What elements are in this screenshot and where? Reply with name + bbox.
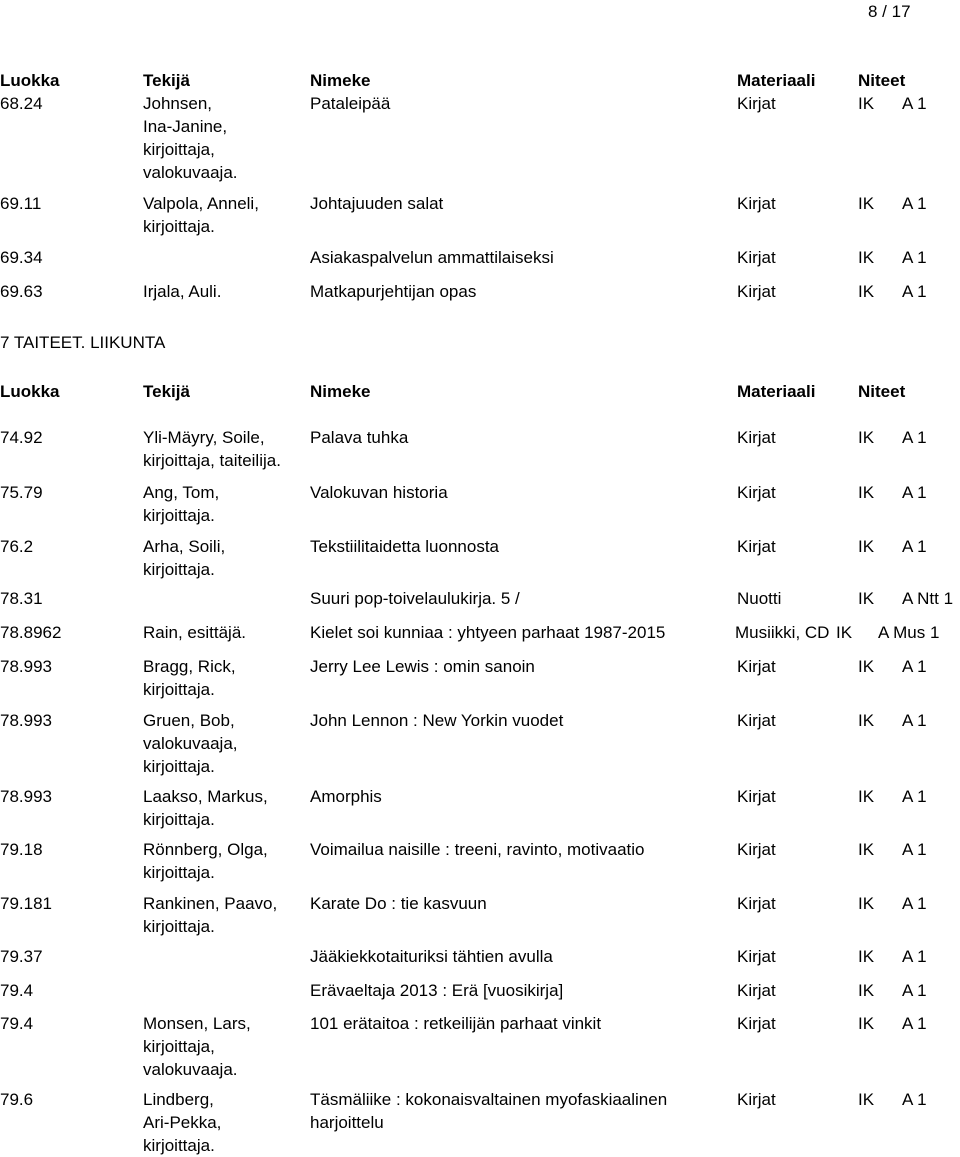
cell-materiaali: Kirjat bbox=[737, 711, 776, 730]
cell-materiaali: Kirjat bbox=[737, 894, 776, 913]
cell-tekija: kirjoittaja. bbox=[143, 560, 215, 579]
cell-ik: IK bbox=[836, 623, 853, 642]
section-title: 7 TAITEET. LIIKUNTA bbox=[0, 333, 166, 352]
cell-hylly: A 1 bbox=[902, 483, 927, 502]
header-materiaali: Materiaali bbox=[737, 382, 816, 401]
header-materiaali: Materiaali bbox=[737, 71, 816, 90]
cell-luokka: 79.4 bbox=[0, 981, 34, 1000]
cell-materiaali: Kirjat bbox=[737, 840, 776, 859]
header-tekija: Tekijä bbox=[143, 382, 190, 401]
cell-tekija: kirjoittaja. bbox=[143, 680, 215, 699]
cell-nimeke: Asiakaspalvelun ammattilaiseksi bbox=[310, 248, 554, 267]
cell-ik: IK bbox=[858, 840, 875, 859]
cell-materiaali: Kirjat bbox=[737, 483, 776, 502]
cell-hylly: A 1 bbox=[902, 657, 927, 676]
cell-luokka: 79.37 bbox=[0, 947, 43, 966]
header-tekija: Tekijä bbox=[143, 71, 190, 90]
cell-materiaali: Kirjat bbox=[737, 282, 776, 301]
cell-materiaali: Kirjat bbox=[737, 1014, 776, 1033]
cell-ik: IK bbox=[858, 947, 875, 966]
cell-ik: IK bbox=[858, 282, 875, 301]
cell-hylly: A 1 bbox=[902, 787, 927, 806]
cell-hylly: A 1 bbox=[902, 94, 927, 113]
cell-materiaali: Kirjat bbox=[737, 1090, 776, 1109]
cell-hylly: A 1 bbox=[902, 282, 927, 301]
cell-materiaali: Kirjat bbox=[737, 787, 776, 806]
cell-tekija: Arha, Soili, bbox=[143, 537, 226, 556]
cell-luokka: 78.993 bbox=[0, 787, 52, 806]
cell-ik: IK bbox=[858, 428, 875, 447]
cell-nimeke: 101 erätaitoa : retkeilijän parhaat vinkit bbox=[310, 1014, 602, 1033]
cell-hylly: A 1 bbox=[902, 947, 927, 966]
cell-luokka: 68.24 bbox=[0, 94, 43, 113]
cell-tekija: Irjala, Auli. bbox=[143, 282, 222, 301]
cell-tekija: kirjoittaja. bbox=[143, 917, 215, 936]
cell-materiaali: Kirjat bbox=[737, 428, 776, 447]
cell-nimeke: John Lennon : New Yorkin vuodet bbox=[310, 711, 564, 730]
header-luokka: Luokka bbox=[0, 71, 60, 90]
cell-nimeke: Jääkiekkotaituriksi tähtien avulla bbox=[310, 947, 553, 966]
cell-luokka: 79.4 bbox=[0, 1014, 34, 1033]
cell-tekija: kirjoittaja, bbox=[143, 1037, 215, 1056]
cell-luokka: 79.18 bbox=[0, 840, 43, 859]
cell-hylly: A 1 bbox=[902, 537, 927, 556]
cell-tekija: kirjoittaja, taiteilija. bbox=[143, 451, 281, 470]
cell-nimeke: Johtajuuden salat bbox=[310, 194, 444, 213]
cell-tekija: Rain, esittäjä. bbox=[143, 623, 246, 642]
cell-tekija: Ang, Tom, bbox=[143, 483, 220, 502]
cell-materiaali: Kirjat bbox=[737, 94, 776, 113]
cell-ik: IK bbox=[858, 94, 875, 113]
cell-tekija: Gruen, Bob, bbox=[143, 711, 235, 730]
cell-materiaali: Kirjat bbox=[737, 981, 776, 1000]
header-niteet: Niteet bbox=[858, 71, 906, 90]
cell-luokka: 69.63 bbox=[0, 282, 43, 301]
cell-luokka: 74.92 bbox=[0, 428, 43, 447]
cell-materiaali: Kirjat bbox=[737, 248, 776, 267]
cell-ik: IK bbox=[858, 711, 875, 730]
cell-tekija: kirjoittaja. bbox=[143, 810, 215, 829]
cell-hylly: A 1 bbox=[902, 1090, 927, 1109]
cell-luokka: 69.34 bbox=[0, 248, 43, 267]
cell-materiaali: Kirjat bbox=[737, 657, 776, 676]
cell-tekija: Valpola, Anneli, bbox=[143, 194, 259, 213]
cell-nimeke: Valokuvan historia bbox=[310, 483, 448, 502]
cell-tekija: Rankinen, Paavo, bbox=[143, 894, 278, 913]
header-nimeke: Nimeke bbox=[310, 71, 371, 90]
cell-tekija: kirjoittaja. bbox=[143, 757, 215, 776]
cell-luokka: 78.993 bbox=[0, 657, 52, 676]
header-nimeke: Nimeke bbox=[310, 382, 371, 401]
cell-tekija: kirjoittaja. bbox=[143, 1136, 215, 1155]
cell-tekija: kirjoittaja. bbox=[143, 863, 215, 882]
cell-nimeke: Kielet soi kunniaa : yhtyeen parhaat 1987-2015 bbox=[310, 623, 666, 642]
cell-ik: IK bbox=[858, 589, 875, 608]
cell-materiaali: Kirjat bbox=[737, 537, 776, 556]
cell-hylly: A 1 bbox=[902, 840, 927, 859]
cell-nimeke: Suuri pop-toivelaulukirja. 5 / bbox=[310, 589, 520, 608]
cell-tekija: Lindberg, bbox=[143, 1090, 214, 1109]
cell-hylly: A 1 bbox=[902, 894, 927, 913]
cell-hylly: A 1 bbox=[902, 981, 927, 1000]
cell-tekija: kirjoittaja, bbox=[143, 140, 215, 159]
cell-luokka: 79.6 bbox=[0, 1090, 34, 1109]
cell-hylly: A 1 bbox=[902, 194, 927, 213]
cell-ik: IK bbox=[858, 537, 875, 556]
cell-luokka: 78.31 bbox=[0, 589, 43, 608]
cell-ik: IK bbox=[858, 483, 875, 502]
cell-hylly: A 1 bbox=[902, 1014, 927, 1033]
cell-ik: IK bbox=[858, 894, 875, 913]
cell-hylly: A Mus 1 bbox=[878, 623, 940, 642]
cell-hylly: A 1 bbox=[902, 711, 927, 730]
cell-materiaali: Musiikki, CD bbox=[735, 623, 830, 642]
cell-materiaali: Nuotti bbox=[737, 589, 782, 608]
header-niteet: Niteet bbox=[858, 382, 906, 401]
cell-nimeke: Voimailua naisille : treeni, ravinto, motivaatio bbox=[310, 840, 645, 859]
cell-luokka: 76.2 bbox=[0, 537, 34, 556]
cell-ik: IK bbox=[858, 981, 875, 1000]
cell-luokka: 78.8962 bbox=[0, 623, 62, 642]
cell-tekija: Bragg, Rick, bbox=[143, 657, 236, 676]
cell-nimeke: Karate Do : tie kasvuun bbox=[310, 894, 487, 913]
cell-nimeke: Pataleipää bbox=[310, 94, 391, 113]
page-number: 8 / 17 bbox=[868, 2, 911, 21]
cell-nimeke: harjoittelu bbox=[310, 1113, 384, 1132]
cell-nimeke: Jerry Lee Lewis : omin sanoin bbox=[310, 657, 535, 676]
cell-luokka: 79.181 bbox=[0, 894, 52, 913]
cell-tekija: valokuvaaja. bbox=[143, 163, 238, 182]
cell-ik: IK bbox=[858, 1014, 875, 1033]
cell-hylly: A 1 bbox=[902, 248, 927, 267]
cell-hylly: A Ntt 1 bbox=[902, 589, 954, 608]
cell-ik: IK bbox=[858, 194, 875, 213]
cell-tekija: kirjoittaja. bbox=[143, 506, 215, 525]
cell-luokka: 78.993 bbox=[0, 711, 52, 730]
cell-tekija: Yli-Mäyry, Soile, bbox=[143, 428, 265, 447]
cell-tekija: valokuvaaja, bbox=[143, 734, 238, 753]
cell-tekija: Ari-Pekka, bbox=[143, 1113, 222, 1132]
cell-tekija: Johnsen, bbox=[143, 94, 212, 113]
cell-nimeke: Matkapurjehtijan opas bbox=[310, 282, 477, 301]
cell-nimeke: Täsmäliike : kokonaisvaltainen myofaskiaalinen bbox=[310, 1090, 668, 1109]
cell-materiaali: Kirjat bbox=[737, 194, 776, 213]
header-luokka: Luokka bbox=[0, 382, 60, 401]
cell-nimeke: Palava tuhka bbox=[310, 428, 409, 447]
cell-tekija: valokuvaaja. bbox=[143, 1060, 238, 1079]
cell-tekija: Monsen, Lars, bbox=[143, 1014, 251, 1033]
cell-nimeke: Amorphis bbox=[310, 787, 382, 806]
cell-materiaali: Kirjat bbox=[737, 947, 776, 966]
cell-ik: IK bbox=[858, 787, 875, 806]
cell-ik: IK bbox=[858, 248, 875, 267]
cell-hylly: A 1 bbox=[902, 428, 927, 447]
cell-nimeke: Tekstiilitaidetta luonnosta bbox=[310, 537, 500, 556]
cell-ik: IK bbox=[858, 657, 875, 676]
cell-luokka: 75.79 bbox=[0, 483, 43, 502]
cell-tekija: Rönnberg, Olga, bbox=[143, 840, 268, 859]
cell-luokka: 69.11 bbox=[0, 194, 42, 213]
cell-ik: IK bbox=[858, 1090, 875, 1109]
cell-nimeke: Erävaeltaja 2013 : Erä [vuosikirja] bbox=[310, 981, 564, 1000]
cell-tekija: Ina-Janine, bbox=[143, 117, 228, 136]
cell-tekija: kirjoittaja. bbox=[143, 217, 215, 236]
cell-tekija: Laakso, Markus, bbox=[143, 787, 268, 806]
